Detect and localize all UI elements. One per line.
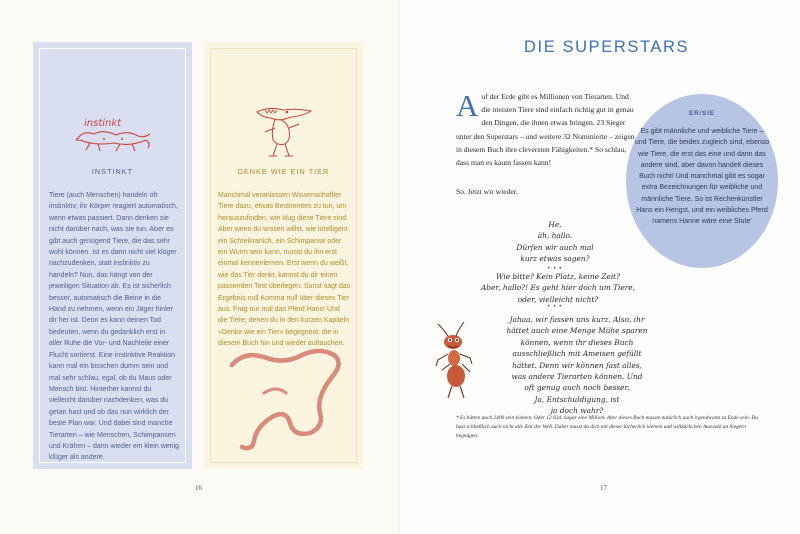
page-title: DIE SUPERSTARS [524, 38, 690, 56]
er-sie-heading: ER/SIE [689, 110, 715, 117]
speech-line: hättet. Denn wir können fast alles, [512, 360, 642, 370]
right-page [400, 0, 800, 534]
speech-line: Dürfen wir auch mal [516, 242, 594, 252]
denke-wie-ein-tier-card [204, 42, 363, 469]
denke-heading: DENKE WIE EIN TIER [237, 167, 330, 176]
instinkt-card [33, 42, 192, 469]
crocodile-doodle-icon [253, 102, 315, 160]
speech-line: können, wenn ihr dieses Buch [520, 337, 634, 347]
speech-line: ausschließlich mit Ameisen gefüllt [512, 349, 642, 359]
instinkt-heading: INSTINKT [91, 167, 134, 176]
speech-line: ja doch wahr? [550, 406, 604, 416]
page-number-left: 16 [195, 484, 202, 492]
speech-line: He, [548, 220, 562, 229]
separator-dots: • • • [547, 304, 563, 310]
ant-speech-2 [468, 271, 648, 305]
intro-paragraph [456, 90, 638, 169]
instinkt-doodle-label: instinkt [84, 118, 122, 129]
speech-line: Jahaa, wir fassen uns kurz. Also, ihr [509, 315, 645, 324]
page-number-right: 17 [600, 484, 607, 492]
speech-line: oder, vielleicht nicht? [517, 294, 599, 304]
er-sie-body: Es gibt männliche und weibliche Tiere – und Tiere, die beides zugleich sind, ebenso wie Tiere, die erst das eine und dann das andere sind, aber davon handelt dieses Buch nicht! Und manchmal gibt es sogar extra Bezeichnungen für weibliche und männliche Tiere. So ist Rechenkünstler Hans ein Hengst, und ein weibliches Pferd namens Hanne wäre eine Stute' [634, 128, 770, 226]
denke-body: Manchmal veranlassen Wissenschaftler Tiere dazu, etwas Bestimmtes zu tun, um herauszufinden, wie klug diese Tiere sind. Aber wenn du wissen willst, wie intelligent ein Schreikranich, ein Schimpanse oder ein Wurm sein kann, musst du ihn erst einmal kennenlernen. Erst wenn du weißt, wie das Tier denkt, kannst du dir einen passenden Test überlegen. Sonst sagt das Ergebnis null Komma null über dieses Tier aus. Frag nur mal das Pferd Hans! Und die Tiere, denen du in den kurzen Kapiteln «Denke wie ein Tier» begegnest, die in diesem Buch hin und wieder auftauchen. [218, 192, 351, 348]
speech-line: oft genug auch noch besser. [524, 383, 630, 393]
earthworm-drawing-icon [224, 347, 346, 457]
ant-speech-3 [482, 314, 672, 417]
speech-line: kurz etwas sagen? [520, 254, 590, 264]
separator-dots: • • • [547, 266, 563, 272]
speech-line: was andere Tierarten können. Und [511, 372, 643, 382]
instinkt-body: Tiere (auch Menschen) handeln oft instinktiv; ihr Körper reagiert automatisch, wenn etwas passiert. Dann denken sie nicht darüber nach, was sie tun. Aber es gibt auch genügend Tiere, die das sehr wohl können. Ist es dann nicht viel klüger nachzudenken, statt instinktiv zu handeln? Nun, das hängt von der jeweiligen Situation ab. Es ist sicherlich besser, automatisch die Beine in die Hand zu nehmen, wenn ein Jäger hinter dir her ist. Denn es kann deinen Tod bedeuten, wenn du gedanklich erst in aller Ruhe die Vor- und Nachteile einer Flucht sortierst. Eine instinktive Reaktion kann mal ein bisschen dumm sein und mal sehr schlau, egal, ob du Maus oder Mensch bist. Hinterher kannst du vielleicht darüber nachdenken, was du getan hast und ob das nun wirklich der beste Plan war. Und dabei sind manche Tierarten – wie Menschen, Schimpansen und Krähen – dann wieder ein klein wenig klüger als andere. [49, 192, 179, 462]
salamander-doodle-icon [74, 114, 152, 154]
intro-text: uf der Erde gibt es Millionen von Tierarten. Und die meisten Tiere sind einfach richtig gut in genau den Dingen, die ihnen etwas bringen. 23 Sieger unter den Superstars – und weitere 32 Nominierte – zeigen in diesem Buch ihre cleversten Fähigkeiten.* So schlau, dass man es kaum fassen kann! [456, 92, 635, 168]
ant-drawing-icon [428, 320, 484, 400]
er-sie-info-bubble [626, 94, 778, 268]
ant-speech-1 [500, 219, 610, 265]
intro-closing: So. Jetzt wir wieder. [456, 187, 518, 196]
speech-line: Aber, hallo?! Es geht hier doch um Tiere, [480, 283, 636, 293]
speech-line: hättet auch eine Menge Mühe sparen [506, 326, 648, 336]
speech-line: Ja, Entschuldigung, ist [534, 394, 620, 404]
drop-cap: A [456, 88, 479, 123]
speech-line: äh, hallo. [537, 231, 573, 241]
footnote: * Es hätten auch 2400 sein können. Oder 12 834. Sogar eine Million. Aber dieses Buch musste natürlich auch irgendwann zu Ende sein. Du hast schließlich auch nicht alle Zeit der Welt. Daher musst du dich mit dieser lächerlich kleinen und willkürlichen Auswahl an Siegern begnügen. [456, 415, 758, 439]
speech-line: Wie bitte? Kein Platz, keine Zeit? [495, 272, 621, 281]
